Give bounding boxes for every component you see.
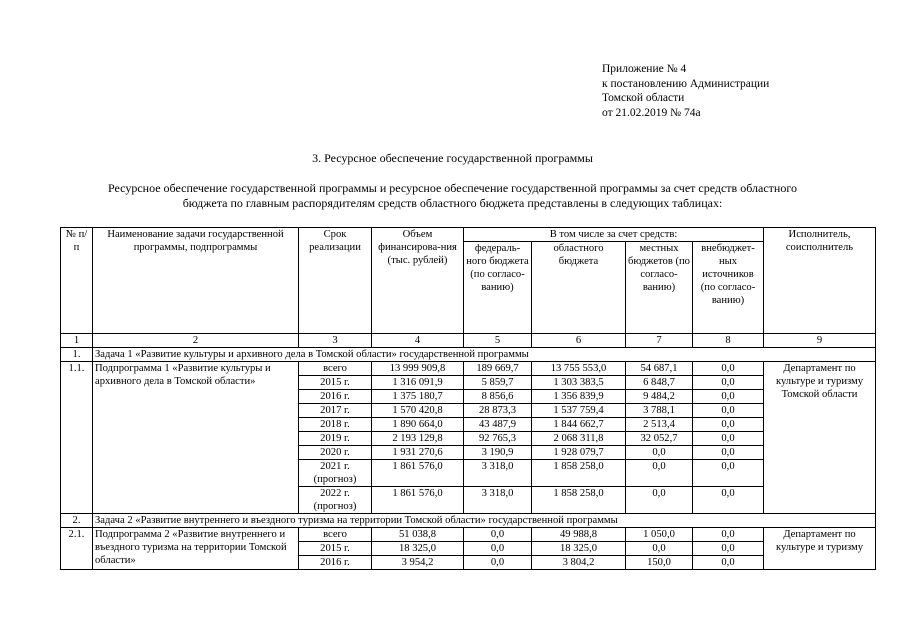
column-number: 6 <box>532 334 626 348</box>
data-row <box>61 528 876 542</box>
local-cell: 9 484,2 <box>626 390 693 404</box>
header-row-top <box>61 228 876 242</box>
period-cell: 2016 г. <box>299 390 372 404</box>
task-row <box>61 348 876 362</box>
task-number: 2. <box>61 514 93 528</box>
period-cell: всего <box>299 528 372 542</box>
executor-cell: Департамент по культуре и туризму Томской области <box>764 362 876 514</box>
federal-cell: 8 856,6 <box>464 390 532 404</box>
column-number: 7 <box>626 334 693 348</box>
header-local: местных бюджетов (по согласо-ванию) <box>626 242 693 334</box>
column-number: 3 <box>299 334 372 348</box>
task-label: Задача 2 «Развитие внутреннего и въездного туризма на территории Томской области» государственной программы <box>93 514 876 528</box>
regional-cell: 1 858 258,0 <box>532 487 626 514</box>
federal-cell: 0,0 <box>464 542 532 556</box>
extra-cell: 0,0 <box>693 460 764 487</box>
local-cell: 0,0 <box>626 487 693 514</box>
local-cell: 0,0 <box>626 460 693 487</box>
header-federal: федераль-ного бюджета (по согласо-ванию) <box>464 242 532 334</box>
volume-cell: 13 999 909,8 <box>372 362 464 376</box>
regional-cell: 49 988,8 <box>532 528 626 542</box>
regional-cell: 1 537 759,4 <box>532 404 626 418</box>
header-period: Срок реализации <box>299 228 372 334</box>
local-cell: 6 848,7 <box>626 376 693 390</box>
extra-cell: 0,0 <box>693 404 764 418</box>
federal-cell: 5 859,7 <box>464 376 532 390</box>
federal-cell: 92 765,3 <box>464 432 532 446</box>
regional-cell: 2 068 311,8 <box>532 432 626 446</box>
federal-cell: 3 190,9 <box>464 446 532 460</box>
regional-cell: 1 356 839,9 <box>532 390 626 404</box>
header-name: Наименование задачи государственной программы, подпрограммы <box>93 228 299 334</box>
regional-cell: 1 303 383,5 <box>532 376 626 390</box>
header-including: В том числе за счет средств: <box>464 228 764 242</box>
extra-cell: 0,0 <box>693 556 764 570</box>
extra-cell: 0,0 <box>693 390 764 404</box>
task-number: 1. <box>61 348 93 362</box>
header-regional: областного бюджета <box>532 242 626 334</box>
period-cell: 2016 г. <box>299 556 372 570</box>
intro-paragraph: Ресурсное обеспечение государственной программы и ресурсное обеспечение государственной программы за счет средств областного бюджета по главным распорядителям средств областного бюджета представлены в следующих таблицах: <box>108 181 797 210</box>
regional-cell: 13 755 553,0 <box>532 362 626 376</box>
federal-cell: 3 318,0 <box>464 460 532 487</box>
period-cell: 2015 г. <box>299 376 372 390</box>
header-num: № п/п <box>61 228 93 334</box>
subprogram-name: Подпрограмма 1 «Развитие культуры и архивного дела в Томской области» <box>93 362 299 514</box>
data-row <box>61 362 876 376</box>
extra-cell: 0,0 <box>693 446 764 460</box>
volume-cell: 51 038,8 <box>372 528 464 542</box>
federal-cell: 0,0 <box>464 528 532 542</box>
period-cell: 2022 г. (прогноз) <box>299 487 372 514</box>
column-numbers-row <box>61 334 876 348</box>
local-cell: 3 788,1 <box>626 404 693 418</box>
regional-cell: 1 858 258,0 <box>532 460 626 487</box>
appendix-line: Приложение № 4 <box>602 63 687 75</box>
local-cell: 54 687,1 <box>626 362 693 376</box>
federal-cell: 3 318,0 <box>464 487 532 514</box>
volume-cell: 1 316 091,9 <box>372 376 464 390</box>
column-number: 9 <box>764 334 876 348</box>
column-number: 2 <box>93 334 299 348</box>
extra-cell: 0,0 <box>693 376 764 390</box>
period-cell: 2018 г. <box>299 418 372 432</box>
appendix-note <box>602 62 769 120</box>
column-number: 8 <box>693 334 764 348</box>
local-cell: 0,0 <box>626 446 693 460</box>
federal-cell: 0,0 <box>464 556 532 570</box>
period-cell: 2017 г. <box>299 404 372 418</box>
volume-cell: 2 193 129,8 <box>372 432 464 446</box>
subprogram-number: 1.1. <box>61 362 93 514</box>
federal-cell: 189 669,7 <box>464 362 532 376</box>
volume-cell: 3 954,2 <box>372 556 464 570</box>
executor-cell: Департамент по культуре и туризму <box>764 528 876 570</box>
volume-cell: 18 325,0 <box>372 542 464 556</box>
header-extra: внебюджет-ных источников (по согласо-ванию) <box>693 242 764 334</box>
volume-cell: 1 375 180,7 <box>372 390 464 404</box>
local-cell: 1 050,0 <box>626 528 693 542</box>
subprogram-name: Подпрограмма 2 «Развитие внутреннего и въездного туризма на территории Томской области» <box>93 528 299 570</box>
regional-cell: 3 804,2 <box>532 556 626 570</box>
extra-cell: 0,0 <box>693 432 764 446</box>
volume-cell: 1 861 576,0 <box>372 460 464 487</box>
volume-cell: 1 570 420,8 <box>372 404 464 418</box>
volume-cell: 1 890 664,0 <box>372 418 464 432</box>
extra-cell: 0,0 <box>693 487 764 514</box>
regional-cell: 1 844 662,7 <box>532 418 626 432</box>
header-volume: Объем финансирова-ния (тыс. рублей) <box>372 228 464 334</box>
local-cell: 2 513,4 <box>626 418 693 432</box>
period-cell: всего <box>299 362 372 376</box>
local-cell: 0,0 <box>626 542 693 556</box>
volume-cell: 1 861 576,0 <box>372 487 464 514</box>
local-cell: 32 052,7 <box>626 432 693 446</box>
federal-cell: 28 873,3 <box>464 404 532 418</box>
period-cell: 2021 г. (прогноз) <box>299 460 372 487</box>
extra-cell: 0,0 <box>693 418 764 432</box>
appendix-line: Томской области <box>602 92 685 104</box>
column-number: 4 <box>372 334 464 348</box>
period-cell: 2020 г. <box>299 446 372 460</box>
period-cell: 2019 г. <box>299 432 372 446</box>
resource-table <box>60 227 876 570</box>
task-row <box>61 514 876 528</box>
column-number: 1 <box>61 334 93 348</box>
regional-cell: 1 928 079,7 <box>532 446 626 460</box>
subprogram-number: 2.1. <box>61 528 93 570</box>
local-cell: 150,0 <box>626 556 693 570</box>
header-executor: Исполнитель, соисполнитель <box>764 228 876 334</box>
extra-cell: 0,0 <box>693 362 764 376</box>
period-cell: 2015 г. <box>299 542 372 556</box>
extra-cell: 0,0 <box>693 542 764 556</box>
federal-cell: 43 487,9 <box>464 418 532 432</box>
appendix-line: к постановлению Администрации <box>602 77 770 90</box>
regional-cell: 18 325,0 <box>532 542 626 556</box>
appendix-line: от 21.02.2019 № 74а <box>602 106 701 119</box>
column-number: 5 <box>464 334 532 348</box>
volume-cell: 1 931 270,6 <box>372 446 464 460</box>
task-label: Задача 1 «Развитие культуры и архивного дела в Томской области» государственной программы <box>93 348 876 362</box>
section-title: 3. Ресурсное обеспечение государственной программы <box>312 151 593 165</box>
extra-cell: 0,0 <box>693 528 764 542</box>
